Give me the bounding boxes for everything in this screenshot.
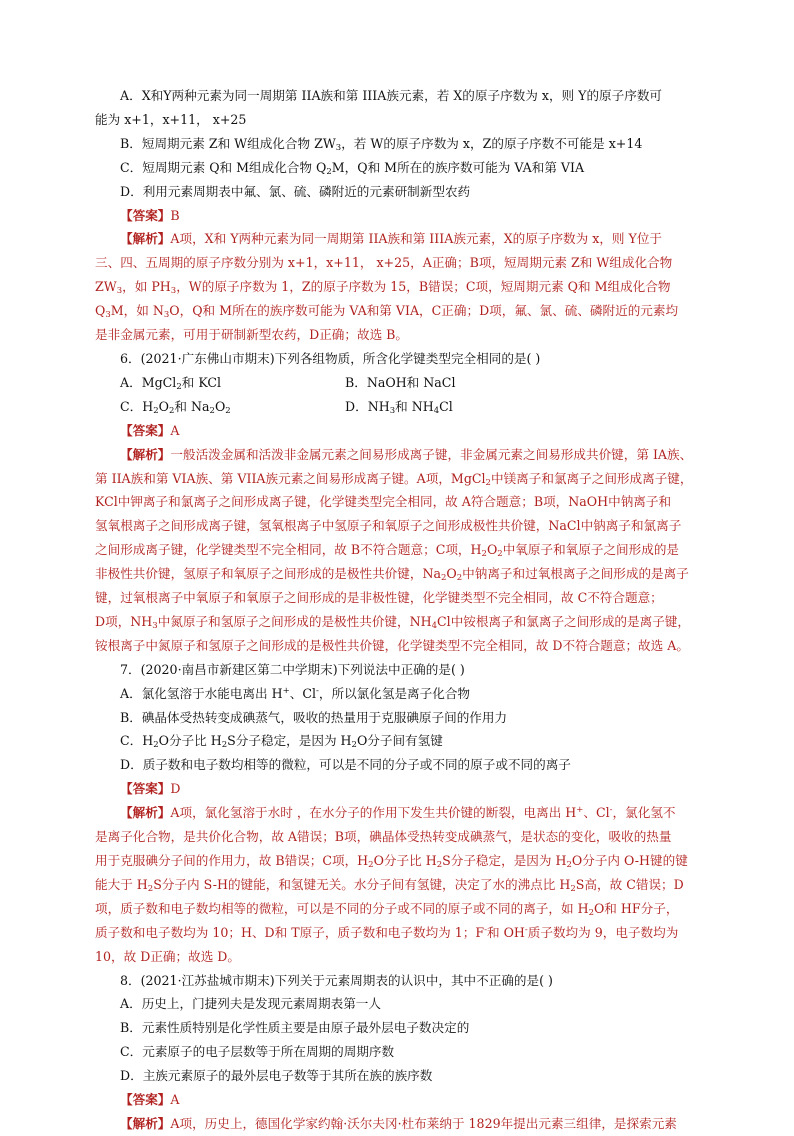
- q8-answer: 【答案】A: [120, 1092, 180, 1108]
- q8-stem: 8．(2021·江苏盐城市期末)下列关于元素周期表的认识中，其中不正确的是( ): [120, 972, 553, 988]
- page-content: [95, 84, 711, 1136]
- q5-option-b: B．短周期元素 Z和 W组成化合物 $ZW_3$，若 W的原子序数为 x，Z的原子序数不可能是 x+14: [120, 135, 643, 153]
- question-5: [95, 84, 711, 347]
- q6-options-row2: [95, 395, 711, 419]
- q6-option-b: B．NaOH和 NaCl: [345, 374, 456, 390]
- q7-option-d: D．质子数和电子数均相等的微粒，可以是不同的分子或不同的原子或不同的离子: [120, 757, 571, 773]
- q6-options-row1: [95, 371, 711, 395]
- q5-option-a-line2: 能为 x+1，x+11， x+25: [95, 111, 247, 127]
- question-7: [95, 658, 711, 969]
- q6-stem: 6．(2021·广东佛山市期末)下列各组物质，所含化学键类型完全相同的是( ): [120, 350, 541, 366]
- q7-option-c: C．$H_2O$分子比 $H_2S$分子稳定，是因为 $H_2O$分子间有氢键: [120, 733, 443, 751]
- q6-explanation: 【解析】一般活泼金属和活泼非金属元素之间易形成离子键，非金属元素之间易形成共价键，第 IA族、 第 IIA族和第 VIA族、第 VIIA族元素之间易形成离子键。A项，MgCl$_2$中镁离子和氯离子之间形成离子键， KCl中钾离子和氯离子之间形成离子键，化学键类型完全相同，故 A符合题意；B项，NaOH中钠离子和 氢氧根离子之间形成离子键，氢氧根离子中氢原子和氧原子之间形成极性共价键，NaCl中钠离子和氯离子 之间形成离子键，化学键类型不完全相同，故 B不符合题意；C项，$H_2O_2$中氧原子和氧原子之间形成的是 非极性共价键，氢原子和氧原子之间形成的是极性共价键，$Na_2O_2$中钠离子和过氧根离子之间形成的是离子 键，过氧根离子中氧原子和氧原子之间形成的是非极性键，化学键类型不完全相同，故 C不符合题意； D项，$NH_3$中氮原子和氢原子之间形成的是极性共价键，$NH_4Cl$中铵根离子和氯离子之间形成的是离子键， 铵根离子中氮原子和氢原子之间形成的是极性共价键，化学键类型不完全相同，故 D不符合题意；故选 A。: [95, 446, 693, 653]
- question-6: [95, 347, 711, 658]
- q5-explanation: 【解析】A项，X和 Y两种元素为同一周期第 IIA族和第 IIIA族元素，X的原子序数为 x，则 Y位于 三、四、五周期的原子序数分别为 x+1，x+11， x+25，A正确；B项，短周期元素 Z和 W组成化合物 $ZW_3$，如 $PH_3$，W的原子序数为 1，Z的原子序数为 15，B错误；C项，短周期元素 Q和 M组成化合物 $Q_3M$，如 $N_3O$，Q和 M所在的族序数可能为 VA和第 VIA，C正确；D项，氟、氯、硫、磷附近的元素均 是非金属元素，可用于研制新型农药，D正确；故选 B。: [95, 231, 679, 343]
- q8-option-d: D．主族元素原子的最外层电子数等于其所在族的族序数: [120, 1068, 433, 1084]
- question-8: [95, 969, 711, 1136]
- q5-option-d: D．利用元素周期表中氟、氯、硫、磷附近的元素研制新型农药: [120, 183, 471, 199]
- q6-option-d: D．$NH_3$和 $NH_4Cl$: [345, 398, 453, 416]
- q8-option-a: A．历史上，门捷列夫是发现元素周期表第一人: [120, 996, 381, 1012]
- q7-answer: 【答案】D: [120, 781, 181, 797]
- q7-option-a: A．氯化氢溶于水能电离出 H+、Cl-，所以氯化氢是离子化合物: [120, 685, 471, 701]
- q6-option-c: C．$H_2O_2$和 $Na_2O_2$: [120, 398, 231, 416]
- q8-option-c: C．元素原子的电子层数等于所在周期的周期序数: [120, 1044, 395, 1060]
- q7-explanation: 【解析】A项，氯化氢溶于水时 ，在水分子的作用下发生共价键的断裂，电离出 H+、Cl-，氯化氢不 是离子化合物，是共价化合物，故 A错误；B项，碘晶体受热转变成碘蒸气，是状态的变化，吸收的热量 用于克服碘分子间的作用力，故 B错误；C项，$H_2O$分子比 $H_2S$分子稳定，是因为 $H_2O$分子内 O-H键的键 能大于 $H_2S$分子内 S-H的键能，和氢键无关。水分子间有氢键，决定了水的沸点比 $H_2S$高，故 C错误；D 项，质子数和电子数均相等的微粒，可以是不同的分子或不同的原子或不同的离子，如 $H_2O$和 HF分子， 质子数和电子数均为 10；H、D和 T原子，质子数和电子数均为 1；F-和 OH-质子数均为 9，电子数均为 10，故 D正确；故选 D。: [95, 805, 688, 964]
- q8-explanation: 【解析】A项，历史上，德国化学家约翰·沃尔夫冈·杜布莱纳于 1829年提出元素三组律，是探索元素: [120, 1115, 677, 1131]
- q5-option-c: C．短周期元素 Q和 M组成化合物 $Q_2M$，Q和 M所在的族序数可能为 VA和第 VIA: [120, 159, 585, 177]
- q8-option-b: B．元素性质特别是化学性质主要是由原子最外层电子数决定的: [120, 1020, 470, 1036]
- q5-answer: 【答案】B: [120, 207, 180, 223]
- q6-answer: 【答案】A: [120, 422, 180, 438]
- q7-stem: 7．(2020·南昌市新建区第二中学期末)下列说法中正确的是( ): [120, 661, 465, 677]
- q7-option-b: B．碘晶体受热转变成碘蒸气，吸收的热量用于克服碘原子间的作用力: [120, 709, 508, 725]
- q5-option-a-line1: A．X和Y两种元素为同一周期第 IIA族和第 IIIA族元素，若 X的原子序数为 x，则 Y的原子序数可: [120, 88, 663, 103]
- q6-option-a: A．MgCl$_2$和 KCl: [120, 374, 222, 392]
